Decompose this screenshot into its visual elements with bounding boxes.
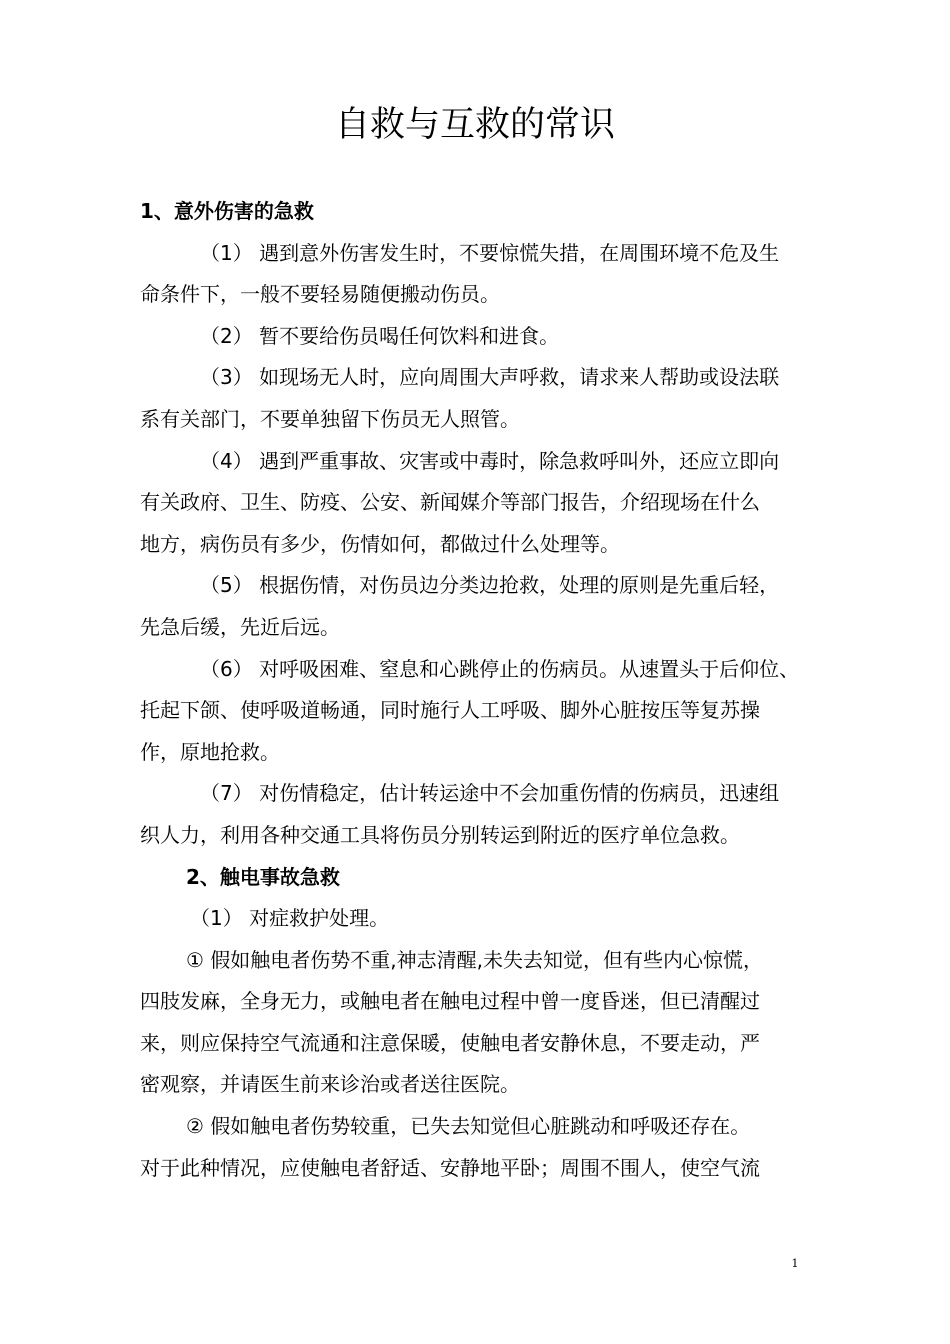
paragraph-line: ② 假如触电者伤势较重，已失去知觉但心脏跳动和呼吸还存在。 [186, 1114, 751, 1139]
case-2-paragraph [140, 1106, 830, 1189]
paragraph-line: （6） 对呼吸困难、窒息和心跳停止的伤病员。从速置头于后仰位、 [200, 656, 800, 681]
paragraph-line: 来，则应保持空气流通和注意保暖，使触电者安静休息，不要走动，严 [140, 1030, 760, 1055]
page-number: 1 [791, 1257, 799, 1270]
paragraph-line: （3） 如现场无人时，应向周围大声呼救，请求来人帮助或设法联 [200, 365, 780, 390]
paragraph-line: （1） 遇到意外伤害发生时，不要惊慌失措，在周围环境不危及生 [200, 240, 780, 265]
paragraph-line: （1） 对症救护处理。 [190, 906, 390, 931]
paragraph-6 [140, 649, 830, 774]
paragraph-5 [140, 565, 830, 648]
paragraph-line: ① 假如触电者伤势不重,神志清醒,未失去知觉，但有些内心惊慌， [186, 947, 764, 972]
paragraph-7 [140, 773, 830, 856]
paragraph-line: 托起下颌、使呼吸道畅通，同时施行人工呼吸、脚外心脏按压等复苏操 [140, 698, 760, 723]
paragraph-line: 作，原地抢救。 [140, 739, 280, 764]
document-title: 自救与互救的常识 [334, 105, 615, 145]
paragraph-3 [140, 357, 830, 440]
subsection-1 [140, 898, 830, 940]
paragraph-line: 先急后缓，先近后远。 [140, 614, 340, 639]
paragraph-line: （4） 遇到严重事故、灾害或中毒时，除急救呼叫外，还应立即向 [200, 448, 780, 473]
paragraph-line: 有关政府、卫生、防疫、公安、新闻媒介等部门报告，介绍现场在什么 [140, 490, 760, 515]
paragraph-line: （5） 根据伤情，对伤员边分类边抢救，处理的原则是先重后轻， [200, 573, 780, 598]
paragraph-line: 密观察，并请医生前来诊治或者送往医院。 [140, 1072, 520, 1097]
paragraph-line: 织人力，利用各种交通工具将伤员分别转运到附近的医疗单位急救。 [140, 822, 740, 847]
case-1-paragraph [140, 940, 830, 1106]
paragraph-line: 系有关部门，不要单独留下伤员无人照管。 [140, 406, 520, 431]
paragraph-line: 对于此种情况，应使触电者舒适、安静地平卧；周围不围人，使空气流 [140, 1155, 760, 1180]
section-2-heading: 2、触电事故急救 [186, 864, 340, 889]
paragraph-line: 地方，病伤员有多少，伤情如何，都做过什么处理等。 [140, 531, 620, 556]
section-1-heading: 1、意外伤害的急救 [140, 199, 314, 223]
paragraph-line: （2） 暂不要给伤员喝任何饮料和进食。 [200, 323, 560, 348]
paragraph-1 [140, 233, 830, 316]
paragraph-2 [140, 316, 830, 358]
paragraph-line: 命条件下，一般不要轻易随便搬动伤员。 [140, 282, 500, 307]
paragraph-line: 四肢发麻，全身无力，或触电者在触电过程中曾一度昏迷，但已清醒过 [140, 989, 760, 1014]
document-body [140, 191, 830, 1189]
paragraph-4 [140, 441, 830, 566]
paragraph-line: （7） 对伤情稳定，估计转运途中不会加重伤情的伤病员，迅速组 [200, 781, 780, 806]
